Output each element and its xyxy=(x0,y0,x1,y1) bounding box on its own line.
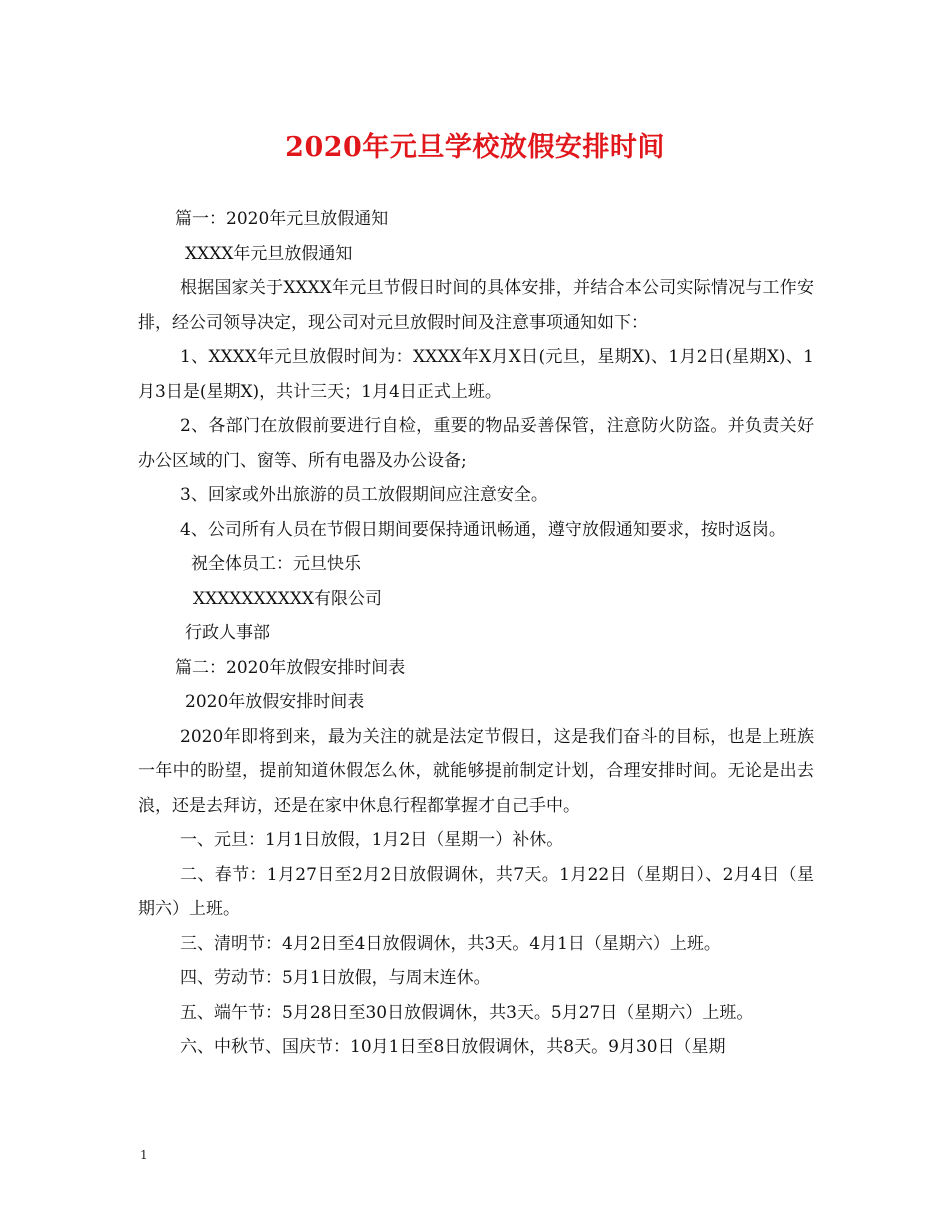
holiday-mid-autumn-national: 六、中秋节、国庆节：10月1日至8日放假调休，共8天。9月30日（星期 xyxy=(180,1037,726,1057)
paragraph-intro: 根据国家关于XXXX年元旦节假日时间的具体安排，并结合本公司实际情况与工作安排，经公司领导决定，现公司对元旦放假时间及注意事项通知如下： xyxy=(138,278,814,333)
holiday-qingming: 三、清明节：4月2日至4日放假调休，共3天。4月1日（星期六）上班。 xyxy=(180,933,721,954)
page-number: 1 xyxy=(140,1148,148,1162)
holiday-dragon-boat: 五、端午节：5月28日至30日放假调休，共3天。5月27日（星期六）上班。 xyxy=(180,1002,754,1023)
holiday-spring-festival: 二、春节：1月27日至2月2日放假调休，共7天。1月22日（星期日）、2月4日（星期六）上班。 xyxy=(138,864,814,919)
company-name: XXXXXXXXXX有限公司 xyxy=(193,588,383,609)
holiday-labor-day: 四、劳动节：5月1日放假，与周末连休。 xyxy=(180,968,491,988)
section-heading-2: 篇二：2020年放假安排时间表 xyxy=(175,657,406,678)
notice-subtitle: XXXX年元旦放假通知 xyxy=(185,243,353,264)
paragraph-item-1: 1、XXXX年元旦放假时间为：XXXX年X月X日(元旦，星期X)、1月2日(星期X)、1月3日是(星期X)，共计三天；1月4日正式上班。 xyxy=(138,347,814,402)
paragraph-item-3: 3、回家或外出旅游的员工放假期间应注意安全。 xyxy=(180,485,548,505)
schedule-subtitle: 2020年放假安排时间表 xyxy=(185,692,365,712)
paragraph-item-2: 2、各部门在放假前要进行自检，重要的物品妥善保管，注意防火防盗。并负责关好办公区域的门、窗等、所有电器及办公设备; xyxy=(138,416,814,471)
department-name: 行政人事部 xyxy=(185,623,270,643)
paragraph-schedule-intro: 2020年即将到来，最为关注的就是法定节假日，这是我们奋斗的目标，也是上班族一年中的盼望，提前知道休假怎么休，就能够提前制定计划，合理安排时间。无论是出去浪，还是去拜访，还是在家中休息行程都掌握才自己手中。 xyxy=(138,726,814,816)
section-heading-1: 篇一：2020年元旦放假通知 xyxy=(175,209,389,229)
document-title: 2020年元旦学校放假安排时间 xyxy=(285,132,665,163)
holiday-new-year: 一、元旦：1月1日放假，1月2日（星期一）补休。 xyxy=(180,830,564,850)
paragraph-item-4: 4、公司所有人员在节假日期间要保持通讯畅通，遵守放假通知要求，按时返岗。 xyxy=(180,519,786,540)
document-body xyxy=(138,202,814,1065)
greeting-line: 祝全体员工：元旦快乐 xyxy=(191,554,361,574)
